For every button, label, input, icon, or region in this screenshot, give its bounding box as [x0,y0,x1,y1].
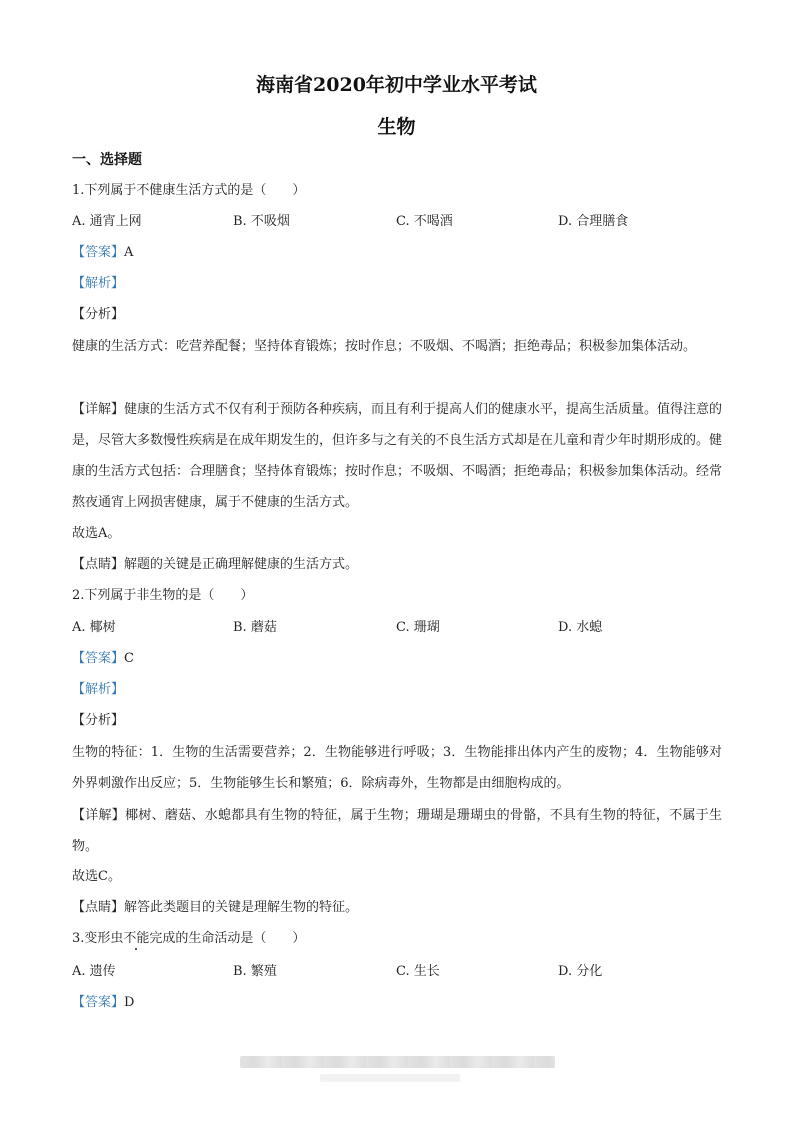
answer-value: A [124,245,134,260]
q1-analysis: 健康的生活方式：吃营养配餐；坚持体育锻炼；按时作息；不吸烟、不喝酒；拒绝毒品；积极参加集体活动。 [72,339,697,354]
q2-stem: 2.下列属于非生物的是（ ） [72,588,254,603]
q1-choice: 故选A。 [72,526,121,541]
q3-option-c: C. 生长 [396,964,440,979]
q1-option-d: D. 合理膳食 [558,214,629,229]
q2-analysis: 生物的特征：1．生物的生活需要营养；2．生物能够进行呼吸；3．生物能排出体内产生的废物；4．生物能够对外界刺激作出反应；5．生物能够生长和繁殖；6．除病毒外，生物都是由细胞构成的。 [72,745,722,791]
q2-detail: 【详解】椰树、蘑菇、水螅都具有生物的特征，属于生物；珊瑚是珊瑚虫的骨骼，不具有生物的特征，不属于生物。 [72,808,722,854]
answer-tag: 【答案】 [72,995,125,1010]
blurred-footer-watermark [240,1056,555,1068]
q1-answer [72,243,133,263]
q1-fenxi-tag: 【分析】 [72,307,125,322]
subject-title: 生物 [377,116,416,138]
q3-stem [72,929,305,949]
q1-jiexi-tag: 【解析】 [72,276,125,291]
q1-option-c: C. 不喝酒 [396,214,453,229]
q2-fenxi-tag: 【分析】 [72,713,125,728]
q1-tip: 【点睛】解题的关键是正确理解健康的生活方式。 [72,557,359,572]
blurred-footer-watermark-line [320,1074,460,1082]
q3-option-a: A. 遗传 [72,964,116,979]
q3-stem-post: 完成的生命活动是（ ） [149,931,306,946]
q2-jiexi-tag: 【解析】 [72,682,125,697]
q1-option-a: A. 通宵上网 [72,214,142,229]
q3-option-d: D. 分化 [558,964,603,979]
q1-option-b: B. 不吸烟 [233,214,290,229]
q3-answer [72,993,134,1013]
q2-option-b: B. 蘑菇 [233,620,277,635]
q3-stem-pre: 3.变形虫 [72,931,124,946]
answer-tag: 【答案】 [72,651,125,666]
q2-option-d: D. 水螅 [558,620,603,635]
q2-answer [72,649,134,669]
q2-option-c: C. 珊瑚 [396,620,440,635]
q1-stem: 1.下列属于不健康生活方式的是（ ） [72,183,306,198]
q2-choice: 故选C。 [72,869,121,884]
answer-tag: 【答案】 [72,245,125,260]
section-heading: 一、选择题 [72,152,142,168]
q1-detail: 【详解】健康的生活方式不仅有利于预防各种疾病，而且有利于提高人们的健康水平，提高生活质量。值得注意的是，尽管大多数慢性疾病是在成年期发生的，但许多与之有关的不良生活方式却是在儿童和青少年时期形成的。健康的生活方式包括：合理膳食；坚持体育锻炼；按时作息；不吸烟、不喝酒；拒绝毒品；积极参加集体活动。经常熬夜通宵上网损害健康，属于不健康的生活方式。 [72,402,723,510]
q3-option-b: B. 繁殖 [233,964,277,979]
q2-tip: 【点睛】解答此类题目的关键是理解生物的特征。 [72,900,359,915]
q3-stem-emphasis: 不能 [123,931,150,946]
exam-title: 海南省2020年初中学业水平考试 [256,74,537,96]
answer-value: C [124,651,134,666]
q2-option-a: A. 椰树 [72,620,116,635]
answer-value: D [124,995,135,1010]
